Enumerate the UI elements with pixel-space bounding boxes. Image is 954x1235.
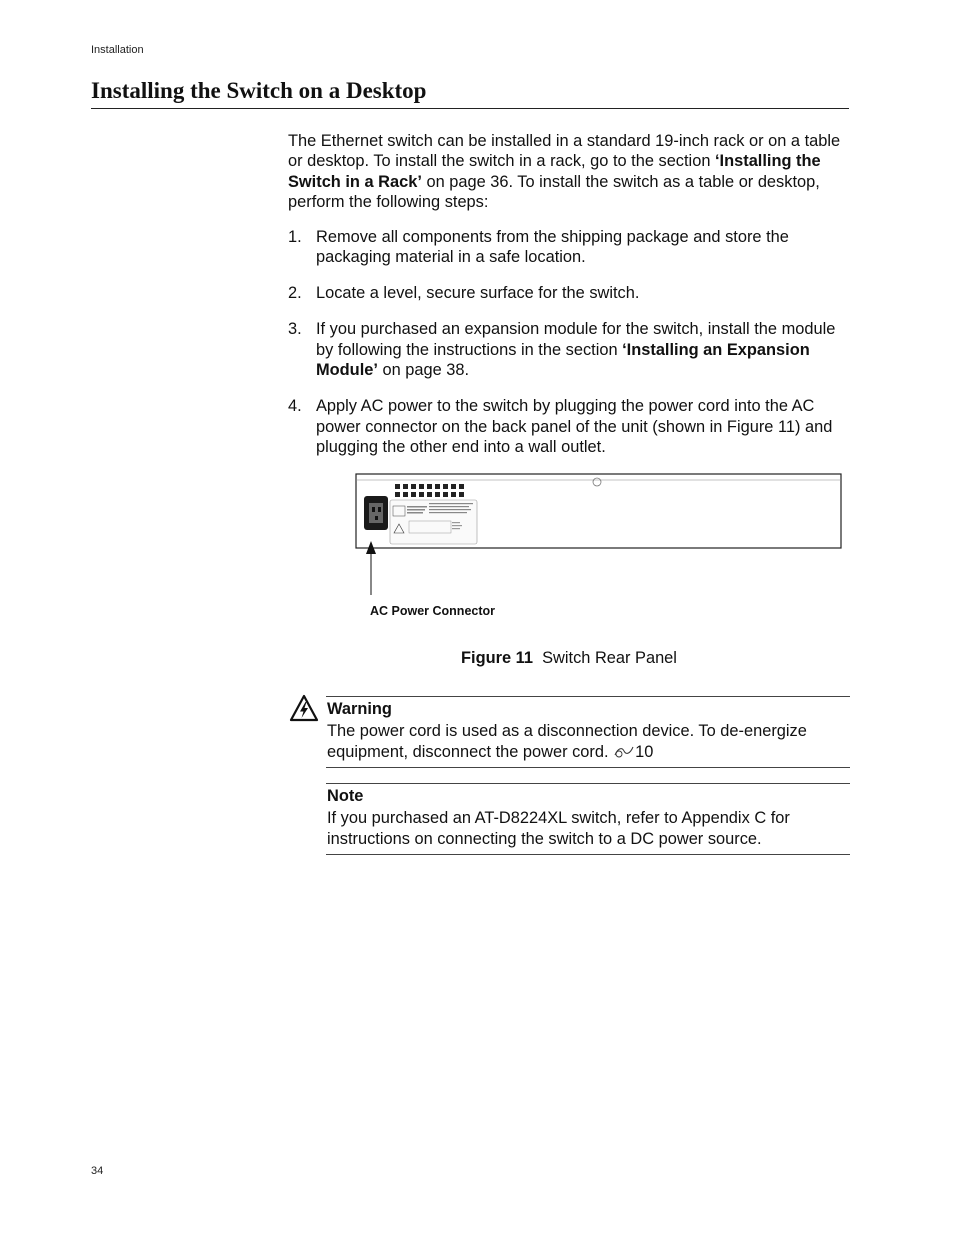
warning-heading: Warning: [327, 700, 392, 718]
expansion-module-link[interactable]: ‘Installing an Expansion Module’: [316, 340, 810, 380]
intro-paragraph: [288, 131, 850, 213]
list-item: [288, 283, 850, 303]
rack-section-link[interactable]: ‘Installing the Switch in a Rack’: [288, 152, 821, 191]
rear-panel-drawing: [355, 473, 843, 623]
ac-power-connector-label: AC Power Connector: [370, 604, 496, 618]
step-number: 1.: [288, 228, 302, 246]
step-number: 3.: [288, 320, 302, 339]
list-item: [288, 227, 850, 268]
note-text: If you purchased an AT-D8224XL switch, refer to Appendix C for instructions on connecting the switch to a DC power source.: [327, 808, 790, 849]
list-item: [288, 319, 850, 380]
intro-text-1: The Ethernet switch can be installed in a standard 19-inch rack or on a table or desktop. To install the switch in a rack, go to the section: [288, 132, 841, 171]
figure-caption: [288, 649, 850, 668]
warning-body: [327, 721, 850, 764]
steps-list: [288, 227, 850, 473]
translated-warning-icon: [613, 744, 635, 758]
section-title: Installing the Switch on a Desktop: [91, 78, 849, 109]
switch-rear-panel-figure: [355, 473, 843, 623]
running-head: Installation: [91, 44, 144, 56]
warning-ref-number: 10: [635, 743, 654, 762]
step-text: Remove all components from the shipping package and store the packaging material in a safe location.: [316, 228, 789, 267]
step-number: 2.: [288, 284, 302, 303]
figure-title: Switch Rear Panel: [542, 649, 677, 667]
list-item: [288, 396, 850, 457]
step-text: Apply AC power to the switch by plugging the power cord into the AC power connector on the back panel of the unit (shown in Figure 11) and plugging the other end into a wall outlet.: [316, 397, 833, 457]
step-text: If you purchased an expansion module for the switch, install the module by following the instructions in the section: [316, 320, 836, 359]
figure-number: Figure 11: [461, 649, 533, 667]
step-number: 4.: [288, 397, 302, 416]
step-text-after: on page 38.: [377, 361, 470, 380]
warning-icon: [289, 694, 319, 722]
step-text: Locate a level, secure surface for the switch.: [316, 284, 640, 303]
intro-text-2: on page 36. To install the switch as a table or desktop, perform the following steps:: [288, 172, 820, 212]
note-heading: Note: [327, 787, 364, 805]
note-box: [326, 783, 850, 855]
warning-box: [326, 696, 850, 768]
page-number: 34: [91, 1165, 104, 1177]
warning-text: The power cord is used as a disconnection device. To de-energize equipment, disconnect the power cord.: [327, 721, 807, 762]
